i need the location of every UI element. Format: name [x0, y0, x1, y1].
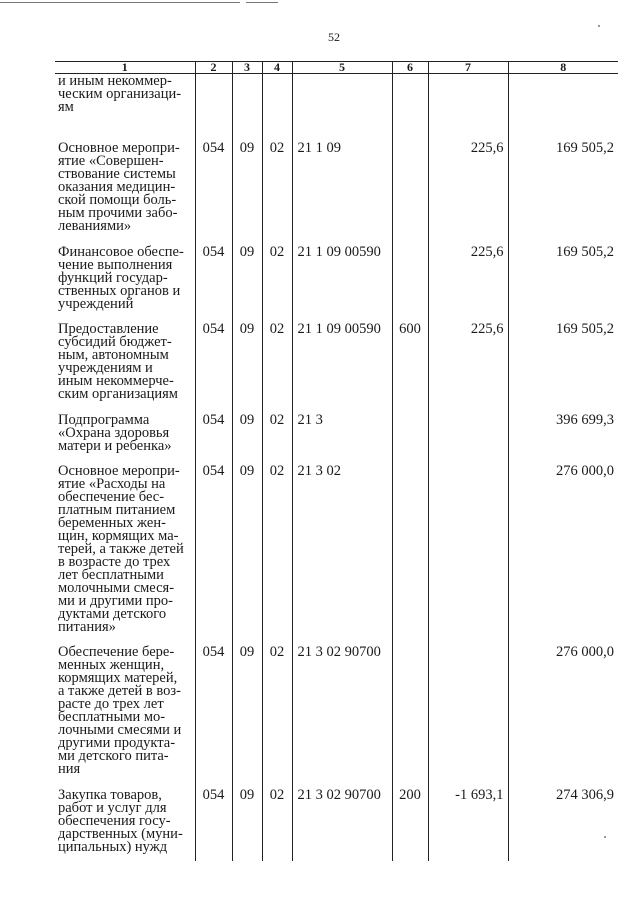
row-change: 225,6	[428, 246, 508, 323]
col-header-2: 2	[195, 62, 232, 74]
col-header-7: 7	[428, 62, 508, 74]
row-pr: 02	[262, 323, 292, 414]
table-row	[55, 142, 618, 246]
row-name: Финансовое обеспе- чение выполнения функций государ- ственных органов и учреждений	[55, 246, 195, 323]
table-row	[55, 789, 618, 861]
row-ved: 054	[195, 646, 232, 789]
row-ved: 054	[195, 142, 232, 246]
row-change	[428, 74, 508, 142]
page-number: 52	[328, 30, 340, 44]
row-csr: 21 3	[292, 414, 392, 465]
row-rz: 09	[232, 646, 262, 789]
row-pr: 02	[262, 414, 292, 465]
table-row	[55, 246, 618, 323]
row-csr: 21 1 09 00590	[292, 323, 392, 414]
row-name: Обеспечение бере- менных женщин, кормящих матерей, а также детей в воз- расте до трех лет бесплатными мо- лочными смесями и другими продукта- ми детского пита- ния	[55, 646, 195, 789]
row-csr: 21 3 02	[292, 465, 392, 646]
row-total: 169 505,2	[508, 323, 618, 414]
row-vr: 600	[392, 323, 428, 414]
row-pr: 02	[262, 142, 292, 246]
table-row	[55, 646, 618, 789]
row-rz: 09	[232, 246, 262, 323]
row-vr	[392, 465, 428, 646]
row-rz: 09	[232, 414, 262, 465]
top-scan-rule	[0, 0, 640, 14]
row-name: Подпрограмма «Охрана здоровья матери и ребенка»	[55, 414, 195, 465]
col-header-1: 1	[55, 62, 195, 74]
row-pr: 02	[262, 646, 292, 789]
row-total	[508, 74, 618, 142]
row-vr	[392, 414, 428, 465]
row-change	[428, 465, 508, 646]
table-row	[55, 465, 618, 646]
col-header-3: 3	[232, 62, 262, 74]
row-pr: 02	[262, 789, 292, 861]
table-row	[55, 74, 618, 142]
col-header-8: 8	[508, 62, 618, 74]
row-total: 169 505,2	[508, 246, 618, 323]
row-vr: 200	[392, 789, 428, 861]
row-pr	[262, 74, 292, 142]
row-name: и иным некоммер- ческим организаци- ям	[55, 74, 195, 142]
row-vr	[392, 646, 428, 789]
row-total: 276 000,0	[508, 465, 618, 646]
row-csr	[292, 74, 392, 142]
table-row	[55, 323, 618, 414]
row-change	[428, 414, 508, 465]
row-rz: 09	[232, 465, 262, 646]
col-header-6: 6	[392, 62, 428, 74]
table-row	[55, 414, 618, 465]
row-change: 225,6	[428, 142, 508, 246]
row-total: 276 000,0	[508, 646, 618, 789]
row-name: Основное меропри- ятие «Совершен- ствование системы оказания медицин- ской помощи боль- ным прочими забо- леваниями»	[55, 142, 195, 246]
row-vr	[392, 142, 428, 246]
row-name: Основное меропри- ятие «Расходы на обеспечение бес- платным питанием беременных жен- щин, кормящих ма- терей, а также детей в возрасте до трех лет бесплатными молочными смеся- ми и другими про- дуктами детского питания»	[55, 465, 195, 646]
row-ved: 054	[195, 323, 232, 414]
row-total: 169 505,2	[508, 142, 618, 246]
row-ved: 054	[195, 414, 232, 465]
row-name: Закупка товаров, работ и услуг для обеспечения госу- дарственных (муни- ципальных) нужд	[55, 789, 195, 861]
row-csr: 21 3 02 90700	[292, 646, 392, 789]
row-vr	[392, 74, 428, 142]
row-vr	[392, 246, 428, 323]
row-csr: 21 1 09 00590	[292, 246, 392, 323]
row-pr: 02	[262, 465, 292, 646]
row-rz: 09	[232, 789, 262, 861]
row-ved	[195, 74, 232, 142]
scan-speck	[604, 836, 606, 838]
scan-speck	[598, 25, 600, 27]
row-change	[428, 646, 508, 789]
row-rz: 09	[232, 323, 262, 414]
row-change: 225,6	[428, 323, 508, 414]
col-header-5: 5	[292, 62, 392, 74]
row-name: Предоставление субсидий бюджет- ным, автономным учреждениям и иным некоммерче- ским организациям	[55, 323, 195, 414]
row-ved: 054	[195, 246, 232, 323]
row-total: 274 306,9	[508, 789, 618, 861]
row-change: -1 693,1	[428, 789, 508, 861]
row-csr: 21 3 02 90700	[292, 789, 392, 861]
row-rz: 09	[232, 142, 262, 246]
header-row	[55, 62, 618, 74]
row-ved: 054	[195, 789, 232, 861]
col-header-4: 4	[262, 62, 292, 74]
budget-table	[55, 61, 618, 861]
row-rz	[232, 74, 262, 142]
row-total: 396 699,3	[508, 414, 618, 465]
row-pr: 02	[262, 246, 292, 323]
row-csr: 21 1 09	[292, 142, 392, 246]
row-ved: 054	[195, 465, 232, 646]
